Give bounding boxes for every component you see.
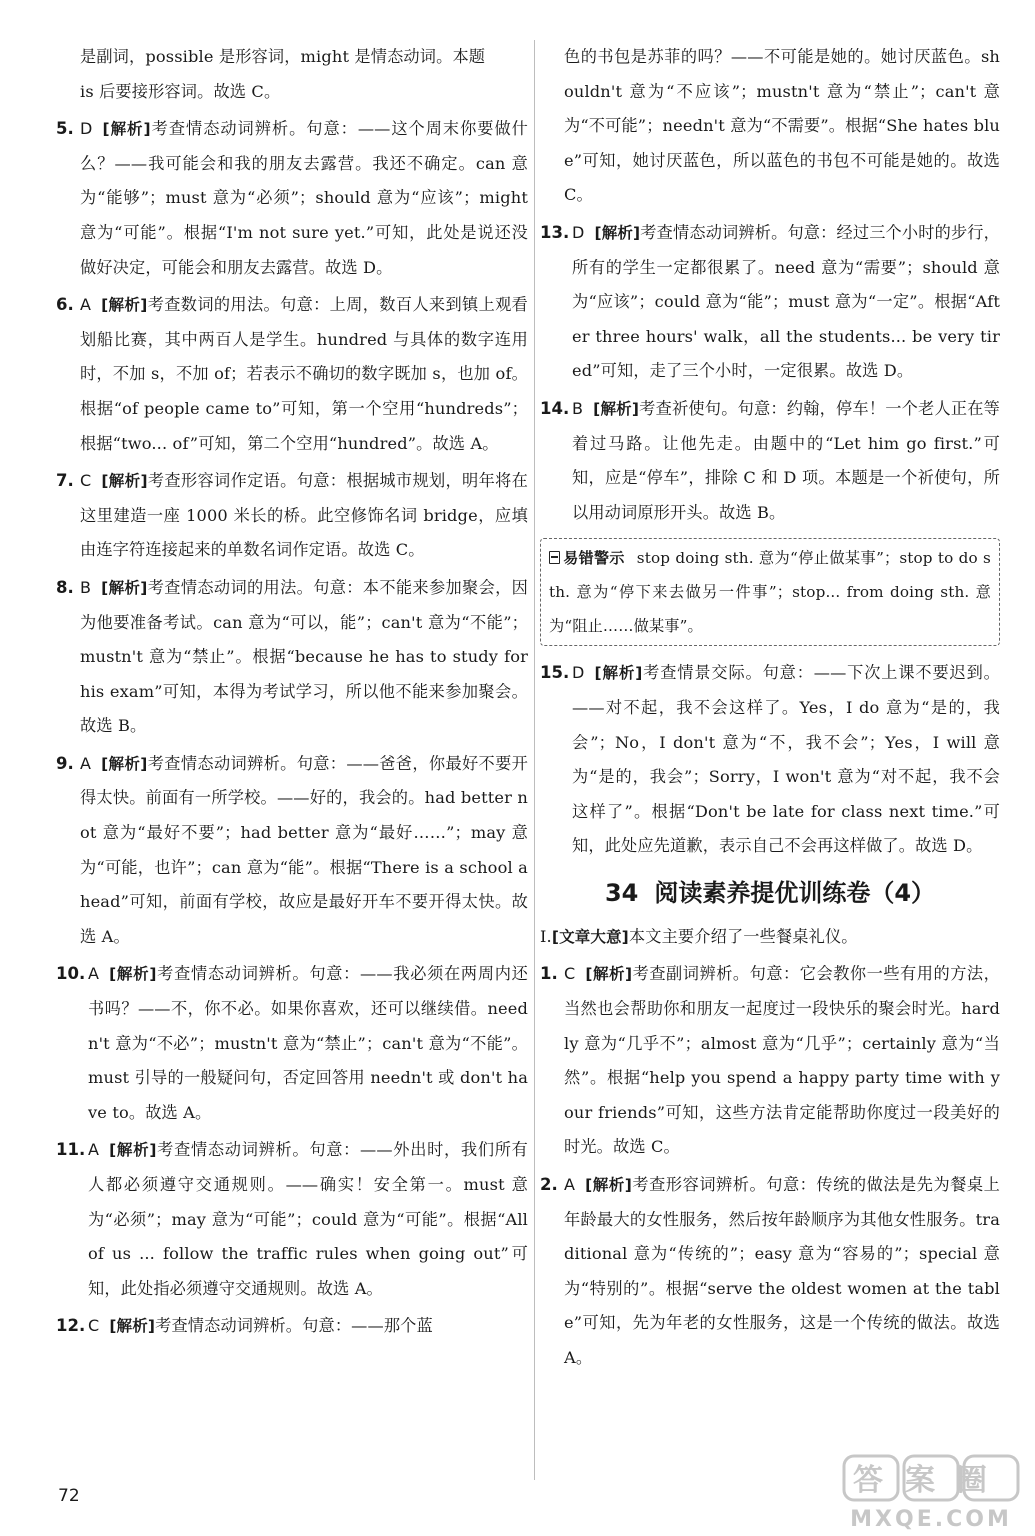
note-text: stop doing sth. 意为“停止做某事”；stop to do sth. 意为“停下来去做另一件事”；stop... from doing sth. 意为“阻止……做某事”。 [549,549,991,636]
explanation-text: 考查形容词辨析。句意：传统的做法是先为餐桌上年龄最大的女性服务，然后按年龄顺序为其他女性服务。traditional 意为“传统的”；easy 意为“容易的”；special 意为“特别的”。根据“serve the oldest women at the table”可知，先为年老的女性服务，这是一个传统的做法。故选 A。 [564,1175,1000,1367]
part-label: Ⅰ. [540,926,552,946]
note-title: 易错警示 [563,549,625,568]
item-number: 12. [56,1316,86,1336]
item-12-tail: 色的书包是苏菲的吗？——不可能是她的。她讨厌蓝色。shouldn't 意为“不应该”；mustn't 意为“禁止”；can't 意为“不可能”；needn't 意为“不需要”。根据“She hates blue”可知，她讨厌蓝色，所以蓝色的书包不可能是她的。故选 C。 [564,47,1000,205]
explanation-text: 考查情态动词辨析。句意：——我必须在两周内还书吗？——不，你不必。如果你喜欢，还可以继续借。needn't 意为“不必”；mustn't 意为“禁止”；can't 意为“不能”。must 引导的一般疑问句，否定回答用 needn't 或 don't have to。故选 A。 [88,964,528,1122]
analysis-tag: [解析] [102,120,151,139]
analysis-tag: [解析] [101,296,148,315]
answer-item-6 [56,288,528,461]
explanation-text: 考查情态动词的用法。句意：本不能来参加聚会，因为他要准备考试。can 意为“可以，能”；can't 意为“不能”；mustn't 意为“禁止”。根据“because he has to study for his exam”可知，本得为考试学习，所以他不能来参加聚会。故选 B。 [80,577,528,736]
answer-letter: A [88,964,100,984]
answer-letter: B [572,398,584,418]
item-number: 1. [540,964,558,984]
answer-item-8 [56,571,528,744]
explanation-text: 考查情景交际。句意：——下次上课不要迟到。——对不起，我不会这样了。Yes，I do 意为“是的，我会”；No，I don't 意为“不，我不会”；Yes，I will 意为“是的，我会”；Sorry，I won't 意为“对不起，我不会这样了”。根据“Don't be late for class next time.”可知，此处应先道歉，表示自己不会再这样做了。故选 D。 [572,663,1000,856]
answer-item-9 [56,747,528,955]
answer-item-10 [56,957,528,1130]
answer-item-5 [56,112,528,285]
analysis-tag: [解析] [101,472,148,491]
analysis-tag: [解析] [594,223,641,242]
section-title: 阅读素养提优训练卷（4） [654,878,936,907]
summary-tag: [文章大意] [551,927,629,946]
reading-answer-item-2 [540,1168,1000,1376]
answer-item-12 [56,1309,528,1344]
column-divider [534,40,535,1480]
analysis-tag: [解析] [101,754,148,773]
answer-item-11 [56,1133,528,1306]
answer-letter: A [88,1140,100,1160]
explanation-text: 考查形容词作定语。句意：根据城市规划，明年将在这里建造一座 1000 米长的桥。此空修饰名词 bridge，应填由连字符连接起来的单数名词作定语。故选 C。 [80,471,528,560]
item-number: 7. [56,471,74,491]
left-column [56,40,528,1347]
item-number: 13. [540,222,570,242]
answer-letter: C [80,471,92,491]
explanation-text: 考查副词辨析。句意：它会教你一些有用的方法，当然也会帮助你和朋友一起度过一段快乐的聚会时光。hardly 意为“几乎不”；almost 意为“几乎”；certainly 意为“当然”。根据“help you spend a happy party time with your friends”可知，这些方法肯定能帮助你度过一段美好的时光。故选 C。 [564,964,1000,1157]
error-warning-box [540,538,1000,646]
analysis-tag: [解析] [593,399,640,418]
item-number: 10. [56,964,86,984]
answer-letter: D [572,222,585,242]
item-number: 14. [540,398,570,418]
answer-letter: C [564,964,576,984]
answer-letter: D [80,119,93,139]
analysis-tag: [解析] [594,664,643,683]
explanation-text: 考查情态动词辨析。句意：——外出时，我们所有人都必须遵守交通规则。——确实！安全第一。must 意为“必须”；may 意为“可能”；could 意为“可能”。根据“All of us ... follow the traffic rules when going out”可知，此处指必须遵守交通规则。故选 A。 [88,1140,528,1298]
analysis-tag: [解析] [585,965,633,984]
answer-letter: A [80,753,92,773]
page-number: 72 [58,1486,80,1506]
analysis-tag: [解析] [109,965,157,984]
item-number: 11. [56,1140,86,1160]
watermark-logo [842,1452,1020,1532]
item-number: 2. [540,1175,558,1195]
watermark-url: MXQE.COM [850,1507,1012,1532]
section-heading [540,872,1000,914]
explanation-text: 考查情态动词辨析。句意：——这个周末你要做什么？——我可能会和我的朋友去露营。我还不确定。can 意为“能够”；must 意为“必须”；should 意为“应该”；might 意为“可能”。根据“I'm not sure yet.”可知，此处是说还没做好决定，可能会和朋友去露营。故选 D。 [80,119,528,277]
answer-item-7 [56,464,528,568]
part-1-summary [540,920,1000,955]
item-4-tail-line-2: is 后要接形容词。故选 C。 [80,81,281,101]
item-number: 8. [56,577,74,597]
explanation-text: 考查祈使句。句意：约翰，停车！一个老人正在等着过马路。让他先走。由题中的“Let him go first.”可知，应是“停车”，排除 C 和 D 项。本题是一个祈使句，所以用动词原形开头。故选 B。 [572,398,1000,522]
warning-note-icon [549,551,560,564]
answer-item-13 [540,216,1000,389]
answer-letter: A [564,1175,576,1195]
item-number: 6. [56,295,74,315]
section-number: 34 [604,878,639,907]
explanation-text: 考查情态动词辨析。句意：——爸爸，你最好不要开得太快。前面有一所学校。——好的，我会的。had better not 意为“最好不要”；had better 意为“最好……”；may 意为“可能，也许”；can 意为“能”。根据“There is a school ahead”可知，前面有学校，故应是最好开车不要开得太快。故选 A。 [80,753,528,946]
answer-letter: D [572,663,585,683]
explanation-text: 考查数词的用法。句意：上周，数百人来到镇上观看划船比赛，其中两百人是学生。hundred 与具体的数字连用时，不加 s，不加 of；若表示不确切的数字既加 s，也加 of。根据“of people came to”可知，第一个空用“hundreds”；根据“two... of”可知，第二个空用“hundred”。故选 A。 [80,295,528,453]
analysis-tag: [解析] [585,1176,633,1195]
item-number: 9. [56,753,74,773]
item-number: 5. [56,119,74,139]
analysis-tag: [解析] [101,578,148,597]
answer-letter: B [80,577,92,597]
explanation-text: 考查情态动词辨析。句意：经过三个小时的步行，所有的学生一定都很累了。need 意为“需要”；should 意为“应该”；could 意为“能”；must 意为“一定”。根据“After three hours' walk，all the students... be very tired”可知，走了三个小时，一定很累。故选 D。 [572,222,1000,381]
answer-item-14 [540,392,1000,530]
analysis-tag: [解析] [109,1141,157,1160]
item-number: 15. [540,663,570,683]
answer-letter: A [80,295,92,315]
answer-item-15 [540,656,1000,864]
explanation-text: 考查情态动词辨析。句意：——那个蓝 [155,1316,433,1336]
answer-letter: C [88,1316,100,1336]
reading-answer-item-1 [540,957,1000,1165]
analysis-tag: [解析] [109,1317,156,1336]
summary-text: 本文主要介绍了一些餐桌礼仪。 [628,926,858,946]
right-column [540,40,1000,1379]
item-4-tail-line-1: 是副词，possible 是形容词，might 是情态动词。本题 [80,47,486,66]
watermark-text: 答案圈 [853,1463,1009,1498]
